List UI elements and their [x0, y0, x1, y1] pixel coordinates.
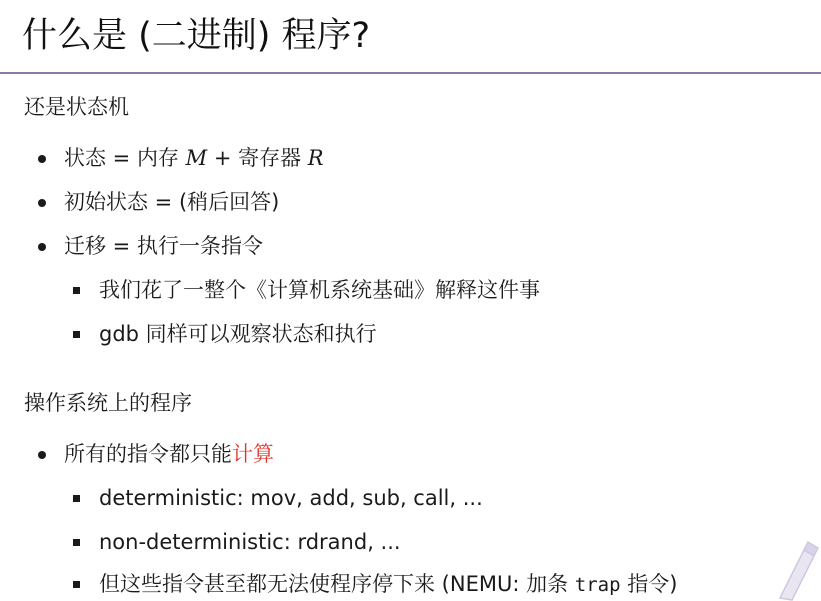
- sub-bullet-gdb-text: gdb 同样可以观察状态和执行: [99, 322, 377, 346]
- pen-cursor-icon: [770, 536, 820, 601]
- bullet-initial-state-text: 初始状态 = (稍后回答): [64, 190, 280, 214]
- math-register-symbol: R: [307, 146, 324, 170]
- slide-title: 什么是 (二进制) 程序?: [22, 16, 371, 56]
- section-heading-os-programs: 操作系统上的程序: [24, 391, 192, 415]
- bullet-state-prefix: 状态 = 内存: [64, 146, 186, 170]
- sub-bullet-ics-course-text: 我们花了一整个《计算机系统基础》解释这件事: [99, 278, 540, 302]
- sub-bullet-cannot-halt-suffix: 指令): [620, 572, 678, 596]
- bullet-transition: [38, 230, 263, 262]
- title-divider: [0, 72, 821, 74]
- bullet-compute-only-prefix: 所有的指令都只能: [64, 442, 232, 466]
- section-heading-state-machine: 还是状态机: [24, 95, 129, 119]
- bullet-state: [38, 142, 324, 174]
- bullet-state-middle: + 寄存器: [207, 146, 308, 170]
- sub-bullet-cannot-halt-prefix: 但这些指令甚至都无法使程序停下来 (NEMU: 加条: [99, 572, 575, 596]
- highlight-compute: 计算: [232, 442, 274, 466]
- bullet-compute-only: [38, 438, 274, 470]
- sub-bullet-ics-course: [73, 274, 540, 306]
- math-memory-symbol: M: [185, 146, 208, 170]
- sub-bullet-non-deterministic-text: non-deterministic: rdrand, ...: [99, 530, 401, 554]
- code-trap: trap: [574, 574, 621, 596]
- bullet-transition-text: 迁移 = 执行一条指令: [64, 234, 263, 258]
- sub-bullet-gdb: [73, 318, 377, 350]
- sub-bullet-non-deterministic: [73, 526, 401, 558]
- bullet-initial-state: [38, 186, 279, 218]
- sub-bullet-deterministic: [73, 482, 483, 514]
- sub-bullet-cannot-halt: [73, 568, 677, 601]
- sub-bullet-deterministic-text: deterministic: mov, add, sub, call, ...: [99, 486, 483, 510]
